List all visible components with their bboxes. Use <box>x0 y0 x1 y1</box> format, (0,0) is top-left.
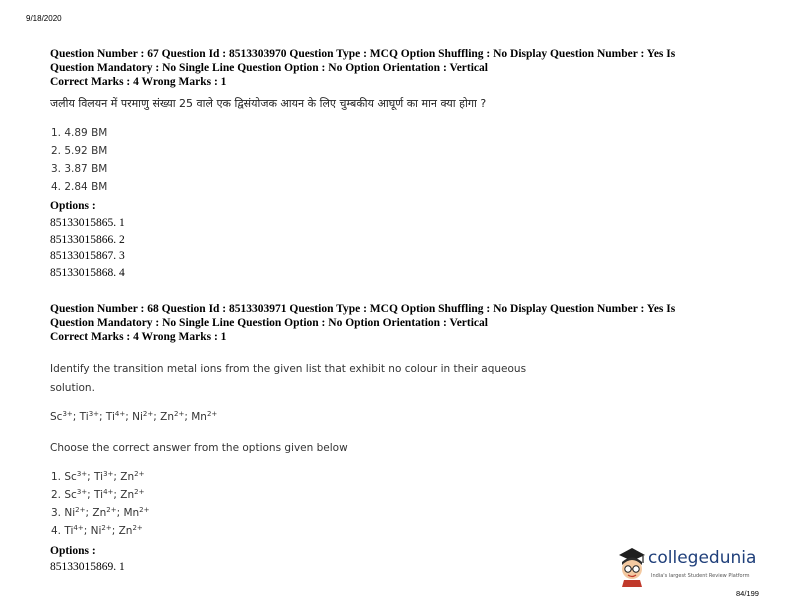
q68-ion-list: $Sc^{3+}$; $Ti^{3+}$; $Ti^{4+}$; $Ni^{2+}$; $Zn^{2+}$; $Mn^{2+}$ <box>50 410 218 423</box>
q68-question-text <box>50 360 526 398</box>
mascot-logo-icon <box>614 545 650 587</box>
q68-choice-1: 1. $Sc^{3+}$; $Ti^{3+}$; $Zn^{2+}$ <box>51 470 145 483</box>
ion-ti4: $Ti^{4+}$ <box>105 410 126 423</box>
print-date: 9/18/2020 <box>26 14 62 23</box>
q67-options <box>50 199 125 281</box>
logo-tagline: India's largest Student Review Platform <box>651 573 750 579</box>
q67-option-id-3: 85133015867. 3 <box>50 250 125 262</box>
q67-meta-line2: Question Mandatory : No Single Line Question Option : No Option Orientation : Vertical <box>50 62 488 74</box>
q68-meta-line2: Question Mandatory : No Single Line Question Option : No Option Orientation : Vertical <box>50 317 488 329</box>
q68-choices <box>51 468 150 540</box>
q68-options <box>50 544 125 574</box>
q68-marks: Correct Marks : 4 Wrong Marks : 1 <box>50 331 227 343</box>
page-number: 84/199 <box>736 589 759 598</box>
ion-sc3: $Sc^{3+}$ <box>50 410 73 423</box>
q68-choice-2: 2. $Sc^{3+}$; $Ti^{4+}$; $Zn^{2+}$ <box>51 488 145 501</box>
q67-question-text: जलीय विलयन में परमाणु संख्या 25 वाले एक द्विसंयोजक आयन के लिए चुम्बकीय आघूर्ण का मान क्या होगा ? <box>50 97 487 110</box>
q68-meta <box>50 302 750 344</box>
q67-options-label: Options : <box>50 200 96 212</box>
ion-zn2: $Zn^{2+}$ <box>160 410 185 423</box>
ion-ti3: $Ti^{3+}$ <box>79 410 100 423</box>
q67-option-id-2: 85133015866. 2 <box>50 233 125 246</box>
q67-meta-line1: Question Number : 67 Question Id : 8513303970 Question Type : MCQ Option Shuffling : No Display Question Number : Yes Is <box>50 48 676 60</box>
q68-instruction: Choose the correct answer from the options given below <box>50 442 348 454</box>
q67-choices <box>51 124 107 196</box>
ion-ni2: $Ni^{2+}$ <box>132 410 154 423</box>
q68-text-line1: Identify the transition metal ions from the given list that exhibit no colour in their aqueous <box>50 363 527 375</box>
q68-meta-line1: Question Number : 68 Question Id : 8513303971 Question Type : MCQ Option Shuffling : No Display Question Number : Yes Is <box>50 303 676 315</box>
q67-option-id-1: 85133015865. 1 <box>50 217 125 229</box>
q67-choice-1: 1. 4.89 BM <box>51 127 108 139</box>
q68-text-line2: solution. <box>50 382 95 394</box>
q67-option-id-4: 85133015868. 4 <box>50 266 125 279</box>
q67-choice-3: 3. 3.87 BM <box>51 163 108 175</box>
logo-text: collegedunia <box>648 548 757 568</box>
q67-meta <box>50 47 750 89</box>
q68-options-label: Options : <box>50 545 96 557</box>
q68-choice-3: 3. $Ni^{2+}$; $Zn^{2+}$; $Mn^{2+}$ <box>51 506 150 519</box>
q68-choice-4: 4. $Ti^{4+}$; $Ni^{2+}$; $Zn^{2+}$ <box>51 524 143 537</box>
q67-marks: Correct Marks : 4 Wrong Marks : 1 <box>50 76 227 88</box>
ion-mn2: $Mn^{2+}$ <box>191 410 218 423</box>
q67-choice-4: 4. 2.84 BM <box>51 181 108 193</box>
q67-choice-2: 2. 5.92 BM <box>51 145 108 157</box>
q68-option-id-1: 85133015869. 1 <box>50 561 125 573</box>
